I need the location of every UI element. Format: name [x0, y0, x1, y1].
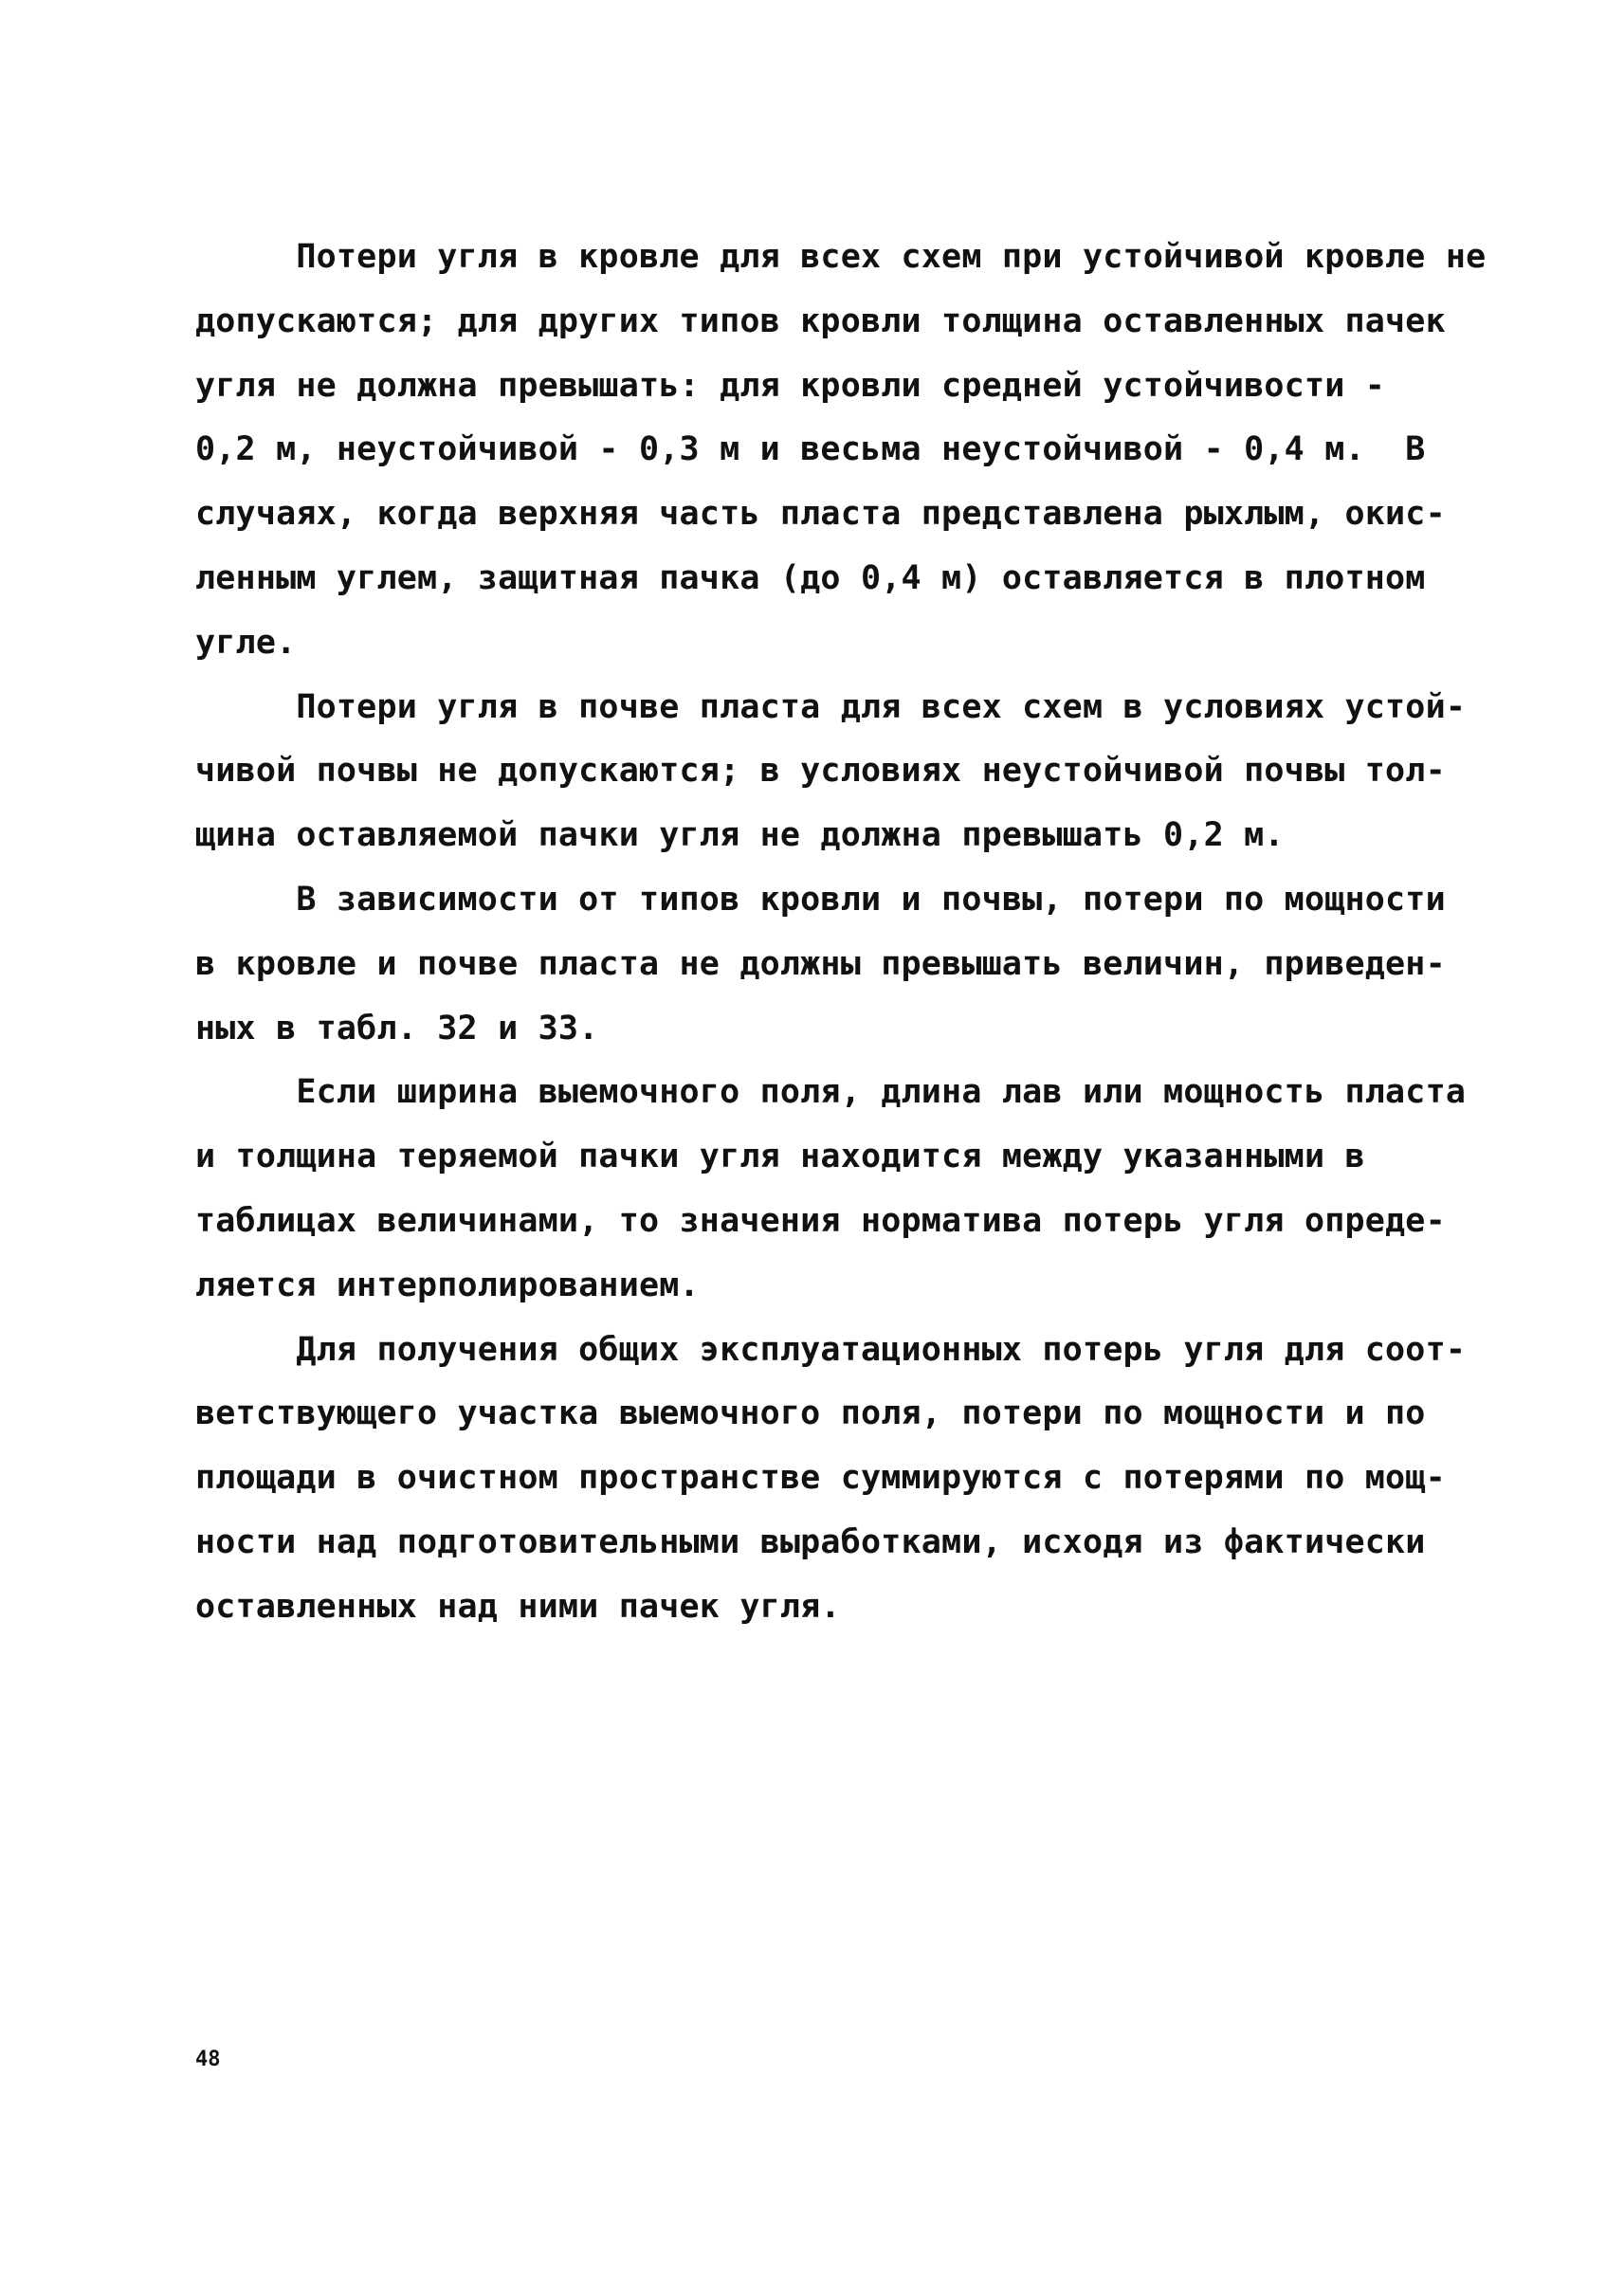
paragraph-1-line-6: ленным углем, защитная пачка (до 0,4 м) оставляется в плотном	[195, 558, 1426, 597]
paragraph-1-line-4: 0,2 м, неустойчивой - 0,3 м и весьма неустойчивой - 0,4 м. В	[195, 430, 1426, 469]
paragraph-2-line-3: щина оставляемой пачки угля не должна превышать 0,2 м.	[195, 816, 1285, 855]
paragraph-1-line-5: случаях, когда верхняя часть пласта представлена рыхлым, окис-	[195, 495, 1446, 534]
paragraph-4-line-1: Если ширина выемочного поля, длина лав или мощность пласта	[195, 1073, 1467, 1112]
paragraph-5-line-4: ности над подготовительными выработками, исходя из фактически	[195, 1522, 1426, 1561]
document-body-text	[195, 226, 1487, 1640]
paragraph-1-line-3: угля не должна превышать: для кровли средней устойчивости -	[195, 366, 1386, 405]
paragraph-2-line-1: Потери угля в почве пласта для всех схем в условиях устой-	[195, 687, 1467, 726]
paragraph-4-line-2: и толщина теряемой пачки угля находится между указанными в	[195, 1138, 1365, 1176]
paragraph-5-line-3: площади в очистном пространстве суммируются с потерями по мощ-	[195, 1459, 1446, 1498]
paragraph-3-line-3: ных в табл. 32 и 33.	[195, 1009, 599, 1047]
paragraph-1-line-1: Потери угля в кровле для всех схем при устойчивой кровле не	[195, 238, 1487, 276]
paragraph-1-line-2: допускаются; для других типов кровли толщина оставленных пачек	[195, 301, 1446, 340]
paragraph-4-line-4: ляется интерполированием.	[195, 1266, 700, 1304]
page-number: 48	[195, 2048, 221, 2071]
paragraph-5-line-1: Для получения общих эксплуатационных потерь угля для соот-	[195, 1330, 1467, 1369]
paragraph-2-line-2: чивой почвы не допускаются; в условиях неустойчивой почвы тол-	[195, 752, 1446, 791]
paragraph-4-line-3: таблицах величинами, то значения норматива потерь угля опреде-	[195, 1201, 1446, 1240]
paragraph-3-line-2: в кровле и почве пласта не должны превышать величин, приведен-	[195, 944, 1446, 983]
paragraph-1-line-7: угле.	[195, 623, 297, 662]
paragraph-5-line-2: ветствующего участка выемочного поля, потери по мощности и по	[195, 1394, 1426, 1433]
paragraph-5-line-5: оставленных над ними пачек угля.	[195, 1587, 841, 1626]
paragraph-3-line-1: В зависимости от типов кровли и почвы, потери по мощности	[195, 880, 1446, 919]
